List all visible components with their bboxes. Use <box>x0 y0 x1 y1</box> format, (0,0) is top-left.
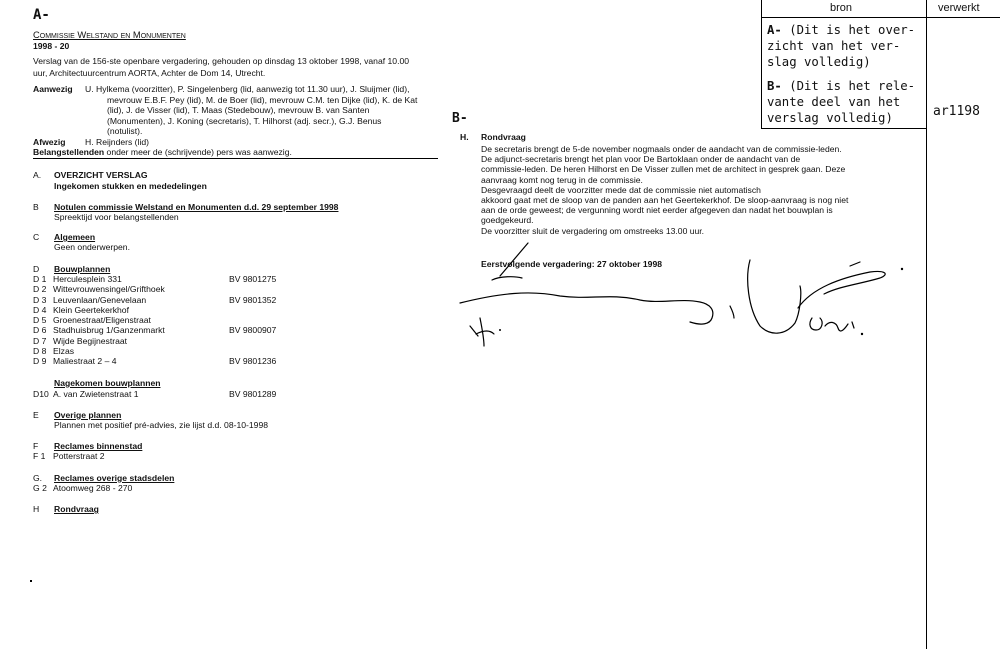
report-number: 1998 - 20 <box>33 41 70 51</box>
rondvraag-title: Rondvraag <box>481 132 526 142</box>
rondvraag-line: goedgekeurd. <box>481 215 534 226</box>
signature-stroke <box>492 277 522 280</box>
item-code: D 8 <box>33 346 47 357</box>
aanwezig-line: (Monumenten), J. Koning (secretaris), T. Hilhorst (adj. secr.), G.J. Benus <box>107 115 382 126</box>
item-address: Elzas <box>53 346 75 357</box>
bron-note-b-line: (Dit is het rele- <box>789 79 916 93</box>
nagekomen-title: Nagekomen bouwplannen <box>54 378 161 388</box>
item-code: D 2 <box>33 284 47 295</box>
header-rule <box>33 158 438 159</box>
item-address: Potterstraat 2 <box>53 451 105 461</box>
signature-stroke <box>748 260 801 333</box>
list-item <box>33 315 276 325</box>
section-a-letter: A. <box>33 170 42 180</box>
verwerkt-code: ar1198 <box>933 104 980 119</box>
bron-note-b-line: vante deel van het <box>767 95 901 109</box>
stray-dot <box>30 580 32 582</box>
aanwezig-line: U. Hylkema (voorzitter), P. Singelenberg (lid, aanwezig tot 11.30 uur), J. Sluijmer (lid), <box>85 84 410 94</box>
section-g-item <box>33 483 132 493</box>
bron-header: bron <box>830 2 853 14</box>
section-f-title: Reclames binnenstad <box>54 441 143 451</box>
bron-note <box>767 22 915 126</box>
list-item <box>33 325 276 335</box>
section-d-title: Bouwplannen <box>54 264 111 274</box>
rondvraag-line: commissie-leden. De heren Hilhorst en De Visser zullen met de architect in gesprek gaan. Deze <box>481 164 846 175</box>
item-bv: BV 9801275 <box>229 274 277 284</box>
rondvraag-letter: H. <box>460 132 469 142</box>
rondvraag-line: akkoord gaat met de sloop van de panden aan het Geertekerkhof. De sloop-aanvraag is nog niet <box>481 195 849 206</box>
section-b-sub: Spreektijd voor belangstellenden <box>54 212 179 222</box>
aanwezig-label: Aanwezig <box>33 84 73 94</box>
item-code: D10 <box>33 389 49 399</box>
bron-note-a-line: slag volledig) <box>767 55 871 69</box>
aanwezig-list <box>85 84 417 137</box>
item-bv: BV 9800907 <box>229 325 277 336</box>
bron-marker-a: A- <box>767 23 782 37</box>
signature-stroke <box>810 318 822 330</box>
intro-line: Verslag van de 156-ste openbare vergadering, gehouden op dinsdag 13 oktober 1998, vanaf 10.00 <box>33 56 410 66</box>
table-left-border <box>761 0 762 128</box>
signature-dot <box>861 333 863 335</box>
section-c-letter: C <box>33 232 40 242</box>
list-item <box>33 346 276 356</box>
section-d-letter: D <box>33 264 40 274</box>
signature-stroke <box>825 322 848 331</box>
section-e-title: Overige plannen <box>54 410 122 420</box>
section-h-letter: H <box>33 504 40 514</box>
list-item <box>33 356 276 366</box>
rondvraag-line: De adjunct-secretaris brengt het plan voor De Bartoklaan onder de aandacht van de <box>481 154 801 165</box>
afwezig-label: Afwezig <box>33 137 66 147</box>
verwerkt-header: verwerkt <box>938 2 980 14</box>
table-bron-bottom <box>761 128 926 129</box>
item-address: A. van Zwietenstraat 1 <box>53 389 139 399</box>
list-item <box>33 284 276 294</box>
list-item <box>33 305 276 315</box>
bron-note-a-line: (Dit is het over- <box>789 23 916 37</box>
nagekomen-item <box>33 389 276 399</box>
item-code: D 4 <box>33 304 47 315</box>
section-h-title: Rondvraag <box>54 504 99 514</box>
belangstellenden-text: onder meer de (schrijvende) pers was aanwezig. <box>106 147 292 157</box>
rondvraag-line: aan de orde geweest; de vergunning wordt niet eerder afgegeven dan nadat het bouwplan is <box>481 205 833 216</box>
item-address: Klein Geertekerkhof <box>53 304 129 315</box>
belangstellenden-label: Belangstellenden <box>33 147 105 157</box>
aanwezig-line: (lid), J. de Visser (lid), T. Maas (Stedebouw), mevrouw B. van Santen <box>107 105 370 115</box>
section-g-letter: G. <box>33 473 43 483</box>
rondvraag-line: Desgevraagd deelt de voorzitter mede dat de commissie niet automatisch <box>481 184 761 195</box>
rondvraag-body <box>481 144 848 236</box>
item-bv: BV 9801352 <box>229 294 277 305</box>
item-code: G 2 <box>33 483 47 493</box>
item-address: Stadhuisbrug 1/Ganzenmarkt <box>53 325 165 336</box>
item-code: D 1 <box>33 274 47 284</box>
section-e-letter: E <box>33 410 39 420</box>
signature-dot <box>499 329 501 331</box>
afwezig-text: H. Reijnders (lid) <box>85 137 149 147</box>
item-code: F 1 <box>33 451 46 461</box>
signature-stroke <box>476 331 494 334</box>
item-code: D 9 <box>33 356 47 367</box>
item-code: D 7 <box>33 335 47 346</box>
item-address: Atoomweg 268 - 270 <box>53 483 133 493</box>
rondvraag-line: De voorzitter sluit de vergadering om omstreeks 13.00 uur. <box>481 225 705 236</box>
bron-note-a-line: zicht van het ver- <box>767 39 901 53</box>
left-marker: A- <box>33 7 50 23</box>
signature-stroke <box>798 271 885 308</box>
rondvraag-line: De secretaris brengt de 5-de november nogmaals onder de aandacht van de commissie-leden. <box>481 144 842 154</box>
signature-stroke <box>460 293 713 324</box>
aanwezig-line: mevrouw E.B.F. Pey (lid), M. de Boer (lid), mevrouw C.M. ten Dijke (lid), K. de Kat <box>107 94 418 105</box>
signature-stroke <box>852 322 854 328</box>
section-a-title: OVERZICHT VERSLAG <box>54 170 148 180</box>
signature-dot <box>901 268 903 270</box>
signature-stroke <box>470 326 478 336</box>
item-address: Wittevrouwensingel/Grifthoek <box>53 284 165 295</box>
section-b-letter: B <box>33 202 39 212</box>
list-item <box>33 274 276 284</box>
list-item <box>33 295 276 305</box>
item-address: Wijde Begijnestraat <box>53 335 128 346</box>
section-f-item <box>33 451 105 461</box>
bouwplannen-list <box>33 274 276 367</box>
item-address: Herculesplein 331 <box>53 274 122 284</box>
signature-stroke <box>730 306 734 318</box>
signatures <box>440 238 960 358</box>
item-code: D 6 <box>33 325 47 336</box>
signature-stroke <box>500 243 528 276</box>
right-marker: B- <box>452 111 468 126</box>
section-c-title: Algemeen <box>54 232 96 242</box>
item-address: Leuvenlaan/Genevelaan <box>53 294 147 305</box>
item-address: Groenestraat/Eligenstraat <box>53 315 151 326</box>
section-b-title: Notulen commissie Welstand en Monumenten d.d. 29 september 1998 <box>54 202 339 212</box>
section-g-title: Reclames overige stadsdelen <box>54 473 175 483</box>
intro-line: uur, Architectuurcentrum AORTA, Achter de Dom 14, Utrecht. <box>33 68 266 78</box>
item-bv: BV 9801289 <box>229 389 277 399</box>
item-bv: BV 9801236 <box>229 356 277 367</box>
signature-stroke <box>850 262 860 266</box>
bron-marker-b: B- <box>767 79 782 93</box>
intro-text <box>33 56 409 78</box>
item-code: D 5 <box>33 315 47 326</box>
section-e-sub: Plannen met positief pré-advies, zie lijst d.d. 08-10-1998 <box>54 420 269 430</box>
org-heading: Commissie Welstand en Monumenten <box>33 29 186 40</box>
aanwezig-line: (notulist). <box>107 126 143 136</box>
list-item <box>33 336 276 346</box>
item-address: Maliestraat 2 – 4 <box>53 356 117 367</box>
rondvraag-line: aanvraag komt nog terug in de commissie. <box>481 174 643 185</box>
section-a-subtitle: Ingekomen stukken en mededelingen <box>54 181 207 191</box>
section-f-letter: F <box>33 441 39 451</box>
next-meeting: Eerstvolgende vergadering: 27 oktober 1998 <box>481 259 663 269</box>
table-header-line <box>761 17 1000 18</box>
bron-note-b-line: verslag volledig) <box>767 111 893 125</box>
belangstellenden-line <box>33 147 292 157</box>
section-c-sub: Geen onderwerpen. <box>54 242 130 252</box>
item-code: D 3 <box>33 294 47 305</box>
